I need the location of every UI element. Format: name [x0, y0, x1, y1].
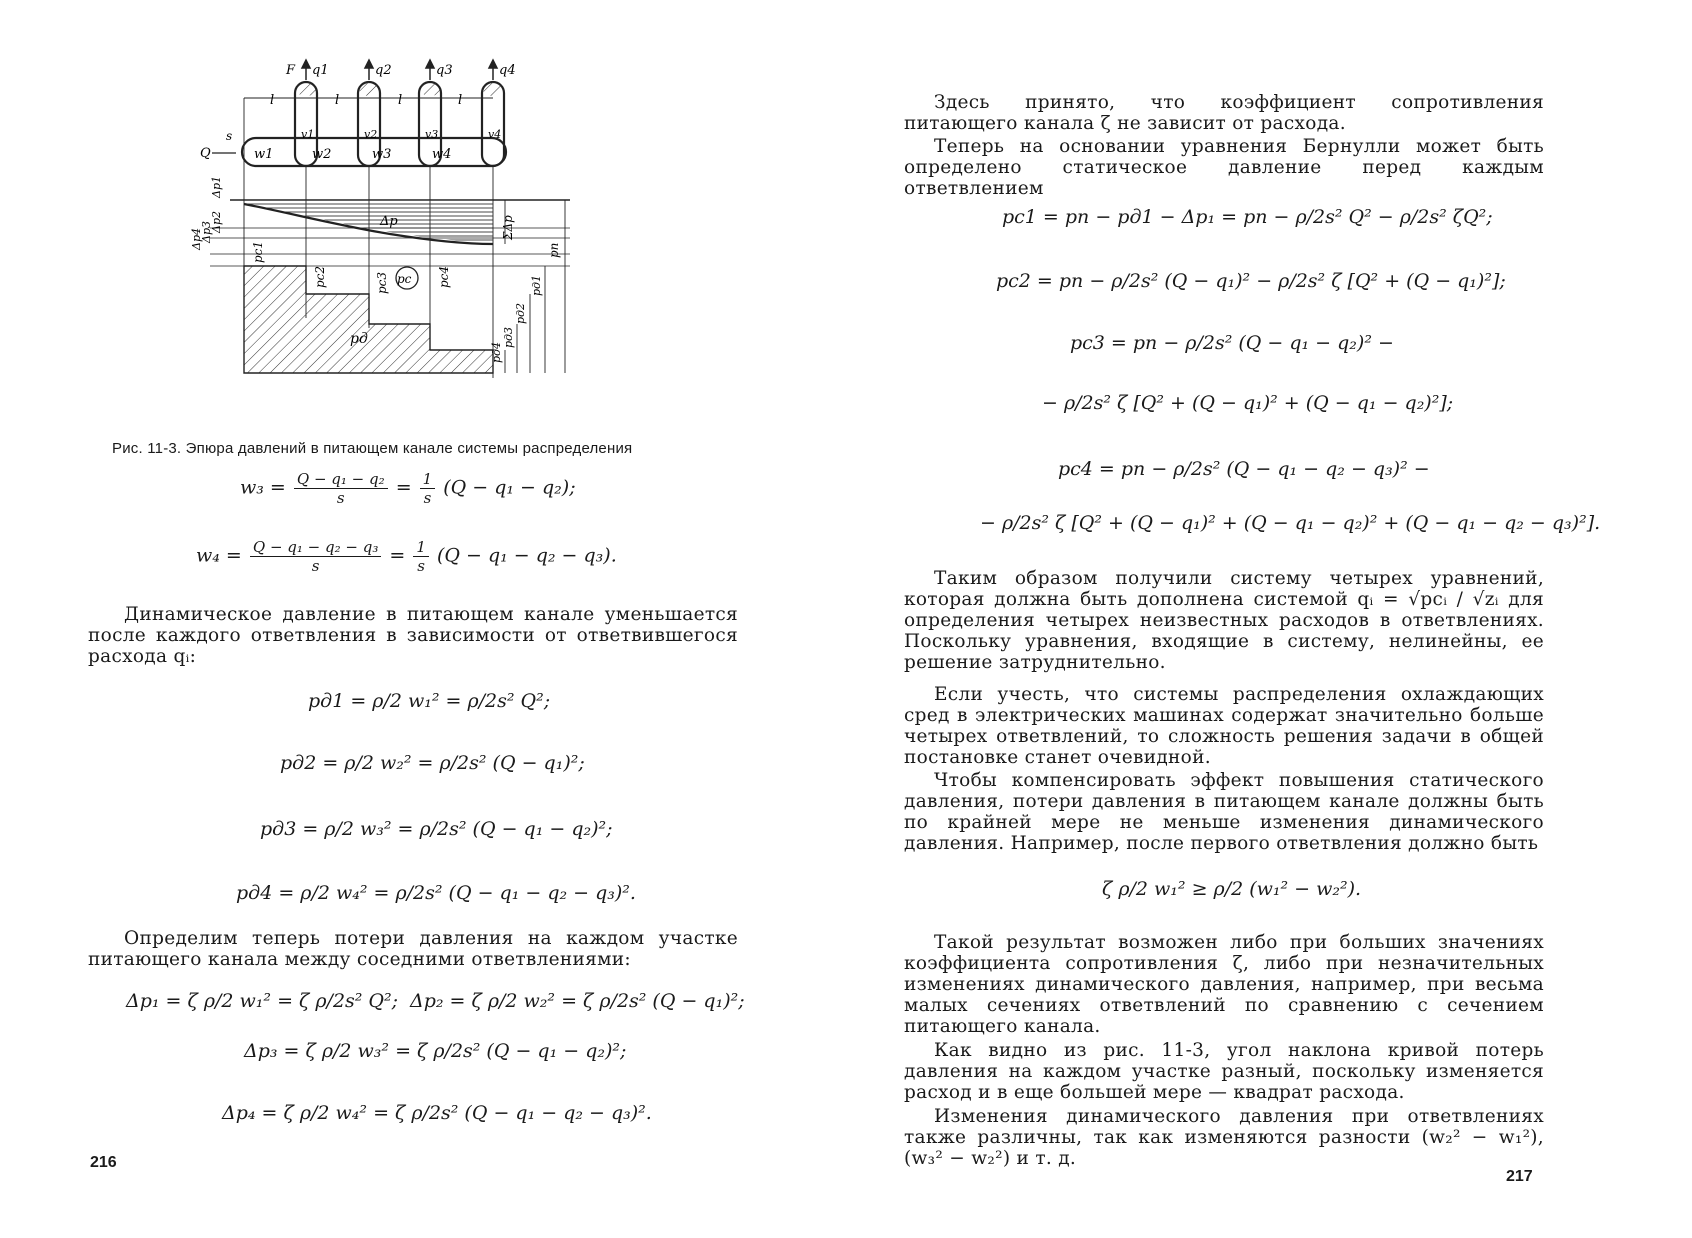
- equation-pc3-line2: − ρ/2s² ζ [Q² + (Q − q₁)² + (Q − q₁ − q₂)²];: [1042, 392, 1454, 414]
- label-v2: v2: [364, 128, 378, 141]
- pressure-diagram: [190, 58, 640, 420]
- label-pd4: pд4: [490, 341, 503, 363]
- paragraph-compensation: Чтобы компенсировать эффект повышения статического давления, потери давления в питающем канале должны быть по крайней мере не меньше изменения динамического давления. Например, после первого ответвления должно быть: [904, 770, 1544, 854]
- label-dp2: Δp2: [210, 211, 223, 233]
- equation-dp1: Δp₁ = ζ ρ/2 w₁² = ζ ρ/2s² Q²;: [126, 990, 399, 1012]
- paragraph-coefficient: Здесь принято, что коэффициент сопротивления питающего канала ζ не зависит от расхода.: [904, 92, 1544, 134]
- equation-pc3-line1: pc3 = pп − ρ/2s² (Q − q₁ − q₂)² −: [1070, 332, 1394, 354]
- right-page: [846, 0, 1692, 1238]
- paragraph-bernoulli: Теперь на основании уравнения Бернулли может быть определено статическое давление перед каждым ответвлением: [904, 136, 1544, 199]
- paragraph-system-equations: Таким образом получили систему четырех уравнений, которая должна быть дополнена системой qᵢ = √pcᵢ / √zᵢ для определения четырех неизвестных расходов в ответвлениях. Поскольку уравнения, входящие в систему, нелинейны, ее решение затруднительно.: [904, 568, 1544, 673]
- label-pd2: pд2: [514, 302, 527, 324]
- equation-pc4-line2: − ρ/2s² ζ [Q² + (Q − q₁)² + (Q − q₁ − q₂)² + (Q − q₁ − q₂ − q₃)²].: [980, 512, 1601, 534]
- paragraph-curve-slope: Как видно из рис. 11-3, угол наклона кривой потерь давления на каждом участке разный, поскольку изменяется расход и в еще большей мере — квадрат расхода.: [904, 1040, 1544, 1103]
- label-pc3: pc3: [375, 271, 389, 294]
- label-l-3: l: [398, 93, 403, 108]
- label-w2: w2: [312, 147, 332, 162]
- label-dp3: Δp3: [200, 221, 213, 243]
- paragraph-dynamic-pressure: Динамическое давление в питающем канале уменьшается после каждого ответвления в зависимости от ответвившегося расхода qᵢ:: [88, 604, 738, 667]
- label-dp1: Δp1: [210, 176, 223, 198]
- paragraph-cooling-systems: Если учесть, что системы распределения охлаждающих сред в электрических машинах содержат значительно больше четырех ответвлений, то сложность решения задачи в общей постановке станет очевидной.: [904, 684, 1544, 768]
- label-F: F: [286, 63, 296, 78]
- label-pd: pд: [350, 331, 368, 347]
- label-dp: Δp: [380, 214, 398, 229]
- label-pc-circle: pc: [397, 272, 412, 286]
- equation-pd3: pд3 = ρ/2 w₃² = ρ/2s² (Q − q₁ − q₂)²;: [260, 818, 613, 840]
- label-l-1: l: [270, 93, 275, 108]
- label-pc1: pc1: [251, 240, 265, 263]
- label-q2: q2: [375, 63, 392, 78]
- label-q1: q1: [312, 63, 329, 78]
- label-w3: w3: [372, 147, 392, 162]
- label-dp4: Δp4: [190, 228, 203, 250]
- page-number-right: 217: [1506, 1168, 1533, 1185]
- paragraph-losses: Определим теперь потери давления на каждом участке питающего канала между соседними ответвлениями:: [88, 928, 738, 970]
- label-l-2: l: [335, 93, 340, 108]
- paragraph-result: Такой результат возможен либо при больших значениях коэффициента сопротивления ζ, либо при незначительных изменениях динамического давления, например, при весьма малых сечениях ответвлений по сравнению с сечением питающего канала.: [904, 932, 1544, 1037]
- label-q4: q4: [499, 63, 516, 78]
- equation-w3: w₃ = $\frac{\text{Q − q₁ − q₂}}{s}$ = $\frac{1}{s}$ (Q − q₁ − q₂);: [240, 470, 576, 507]
- equation-pd1: pд1 = ρ/2 w₁² = ρ/2s² Q²;: [308, 690, 551, 712]
- equation-dp3: Δp₃ = ζ ρ/2 w₃² = ζ ρ/2s² (Q − q₁ − q₂)²;: [244, 1040, 627, 1062]
- label-v3: v3: [425, 128, 439, 141]
- label-pd3: pд3: [502, 326, 515, 348]
- label-pc4: pc4: [437, 265, 451, 288]
- label-v4: v4: [488, 128, 502, 141]
- equation-pc1: pc1 = pп − pд1 − Δp₁ = pп − ρ/2s² Q² − ρ/2s² ζQ²;: [1002, 206, 1493, 228]
- page-number-left: 216: [90, 1154, 117, 1171]
- pressure-diagram-figure: [190, 58, 640, 420]
- label-q3: q3: [436, 63, 453, 78]
- label-v1: v1: [301, 128, 315, 141]
- label-pc2: pc2: [313, 265, 327, 288]
- equation-pd2: pд2 = ρ/2 w₂² = ρ/2s² (Q − q₁)²;: [280, 752, 585, 774]
- label-pn: pп: [547, 242, 561, 258]
- label-w1: w1: [254, 147, 274, 162]
- equation-inequality: ζ ρ/2 w₁² ≥ ρ/2 (w₁² − w₂²).: [1102, 878, 1362, 900]
- equation-dp2: Δp₂ = ζ ρ/2 w₂² = ζ ρ/2s² (Q − q₁)²;: [410, 990, 745, 1012]
- equation-w4: w₄ = $\frac{\text{Q − q₁ − q₂ − q₃}}{s}$ = $\frac{1}{s}$ (Q − q₁ − q₂ − q₃).: [196, 538, 617, 575]
- equation-dp4: Δp₄ = ζ ρ/2 w₄² = ζ ρ/2s² (Q − q₁ − q₂ − q₃)².: [222, 1102, 652, 1124]
- label-l-4: l: [458, 93, 463, 108]
- label-Q: Q: [200, 146, 211, 161]
- equation-pd4: pд4 = ρ/2 w₄² = ρ/2s² (Q − q₁ − q₂ − q₃)².: [236, 882, 636, 904]
- label-w4: w4: [432, 147, 452, 162]
- label-sum-dp: ΣΔp: [501, 215, 515, 240]
- label-pd1: pд1: [530, 274, 543, 296]
- label-s: s: [226, 129, 233, 143]
- figure-caption: Рис. 11-3. Эпюра давлений в питающем канале системы распределения: [112, 440, 633, 457]
- equation-pc4-line1: pc4 = pп − ρ/2s² (Q − q₁ − q₂ − q₃)² −: [1058, 458, 1430, 480]
- paragraph-dynamic-changes: Изменения динамического давления при ответвлениях также различны, так как изменяются разности (w₂² − w₁²), (w₃² − w₂²) и т. д.: [904, 1106, 1544, 1169]
- equation-pc2: pc2 = pп − ρ/2s² (Q − q₁)² − ρ/2s² ζ [Q² + (Q − q₁)²];: [996, 270, 1506, 292]
